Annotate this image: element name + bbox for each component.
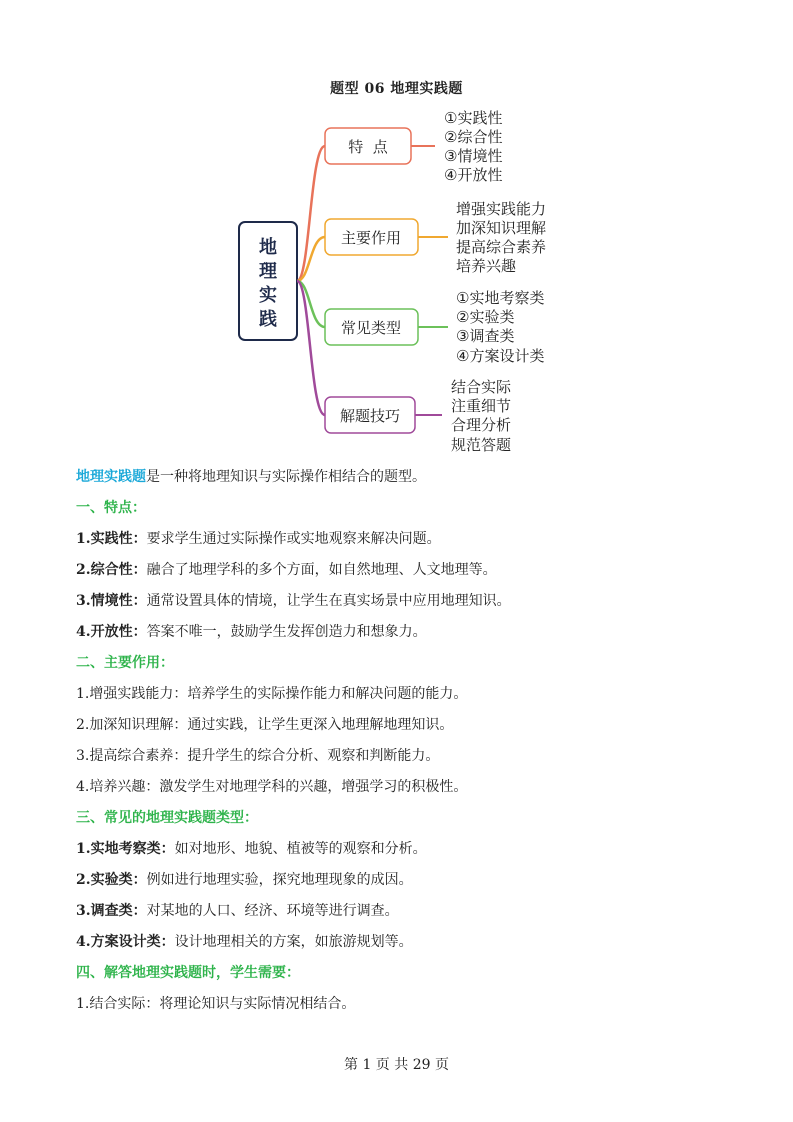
list-item: 2.加深知识理解：通过实践，让学生更深入地理解地理知识。 xyxy=(76,717,454,733)
mind-map-center-char: 理 xyxy=(259,261,277,282)
list-item: 4.方案设计类：设计地理相关的方案，如旅游规划等。 xyxy=(76,934,413,950)
page-title: 题型 06 地理实践题 xyxy=(330,81,463,97)
list-item: 1.实践性：要求学生通过实际操作或实地观察来解决问题。 xyxy=(76,531,441,547)
mind-map-leaf: ③调查类 xyxy=(456,327,515,345)
mind-map-leaf: ④开放性 xyxy=(444,166,503,184)
mind-map-leaf: ②实验类 xyxy=(456,308,515,326)
mind-map-leaf: ①实地考察类 xyxy=(456,289,545,307)
list-item: 2.实验类：例如进行地理实验，探究地理现象的成因。 xyxy=(76,872,413,888)
mind-map-leaf: 结合实际 xyxy=(451,378,512,396)
mind-map-branch-label: 特 点 xyxy=(348,138,388,156)
list-item: 1.结合实际：将理论知识与实际情况相结合。 xyxy=(76,996,356,1012)
mind-map-leaf: 规范答题 xyxy=(451,436,512,454)
list-item: 3.调查类：对某地的人口、经济、环境等进行调查。 xyxy=(76,903,399,919)
intro-text: 是一种将地理知识与实际操作相结合的题型。 xyxy=(146,469,426,485)
mind-map-leaf: ②综合性 xyxy=(444,128,503,146)
list-item: 3.情境性：通常设置具体的情境，让学生在真实场景中应用地理知识。 xyxy=(76,593,511,609)
list-item: 1.增强实践能力：培养学生的实际操作能力和解决问题的能力。 xyxy=(76,686,468,702)
mind-map-branch-label: 解题技巧 xyxy=(339,407,401,425)
mind-map-leaf: 培养兴趣 xyxy=(456,257,517,275)
list-item: 1.实地考察类：如对地形、地貌、植被等的观察和分析。 xyxy=(76,841,427,857)
mind-map-center-char: 践 xyxy=(259,309,277,330)
list-item: 4.培养兴趣：激发学生对地理学科的兴趣，增强学习的积极性。 xyxy=(76,779,468,795)
mind-map-branch-label: 主要作用 xyxy=(340,229,402,247)
mind-map-leaf: 注重细节 xyxy=(451,397,512,415)
intro-paragraph xyxy=(76,468,426,486)
section-heading: 三、常见的地理实践题类型： xyxy=(76,810,258,826)
mind-map-leaf: ③情境性 xyxy=(444,147,503,165)
mind-map xyxy=(230,100,570,465)
mind-map-center-char: 实 xyxy=(259,285,277,306)
mind-map-connector xyxy=(297,281,325,415)
list-item: 3.提高综合素养：提升学生的综合分析、观察和判断能力。 xyxy=(76,748,440,764)
intro-lead-term: 地理实践题 xyxy=(76,469,146,485)
mind-map-leaf: 增强实践能力 xyxy=(456,200,547,218)
mind-map-leaf: 提高综合素养 xyxy=(456,238,547,256)
mind-map-leaf: ④方案设计类 xyxy=(456,347,545,365)
section-heading: 四、解答地理实践题时，学生需要： xyxy=(76,965,300,981)
mind-map-leaf: 加深知识理解 xyxy=(456,219,547,237)
mind-map-leaf: ①实践性 xyxy=(444,109,503,127)
mind-map-branch-label: 常见类型 xyxy=(340,319,402,337)
list-item: 2.综合性：融合了地理学科的多个方面，如自然地理、人文地理等。 xyxy=(76,562,497,578)
list-item: 4.开放性：答案不唯一，鼓励学生发挥创造力和想象力。 xyxy=(76,624,427,640)
section-heading: 一、特点： xyxy=(76,500,146,516)
mind-map-center-char: 地 xyxy=(259,237,277,258)
mind-map-leaf: 合理分析 xyxy=(451,416,512,434)
section-heading: 二、主要作用： xyxy=(76,655,174,671)
page-footer: 第 1 页 共 29 页 xyxy=(344,1057,449,1073)
